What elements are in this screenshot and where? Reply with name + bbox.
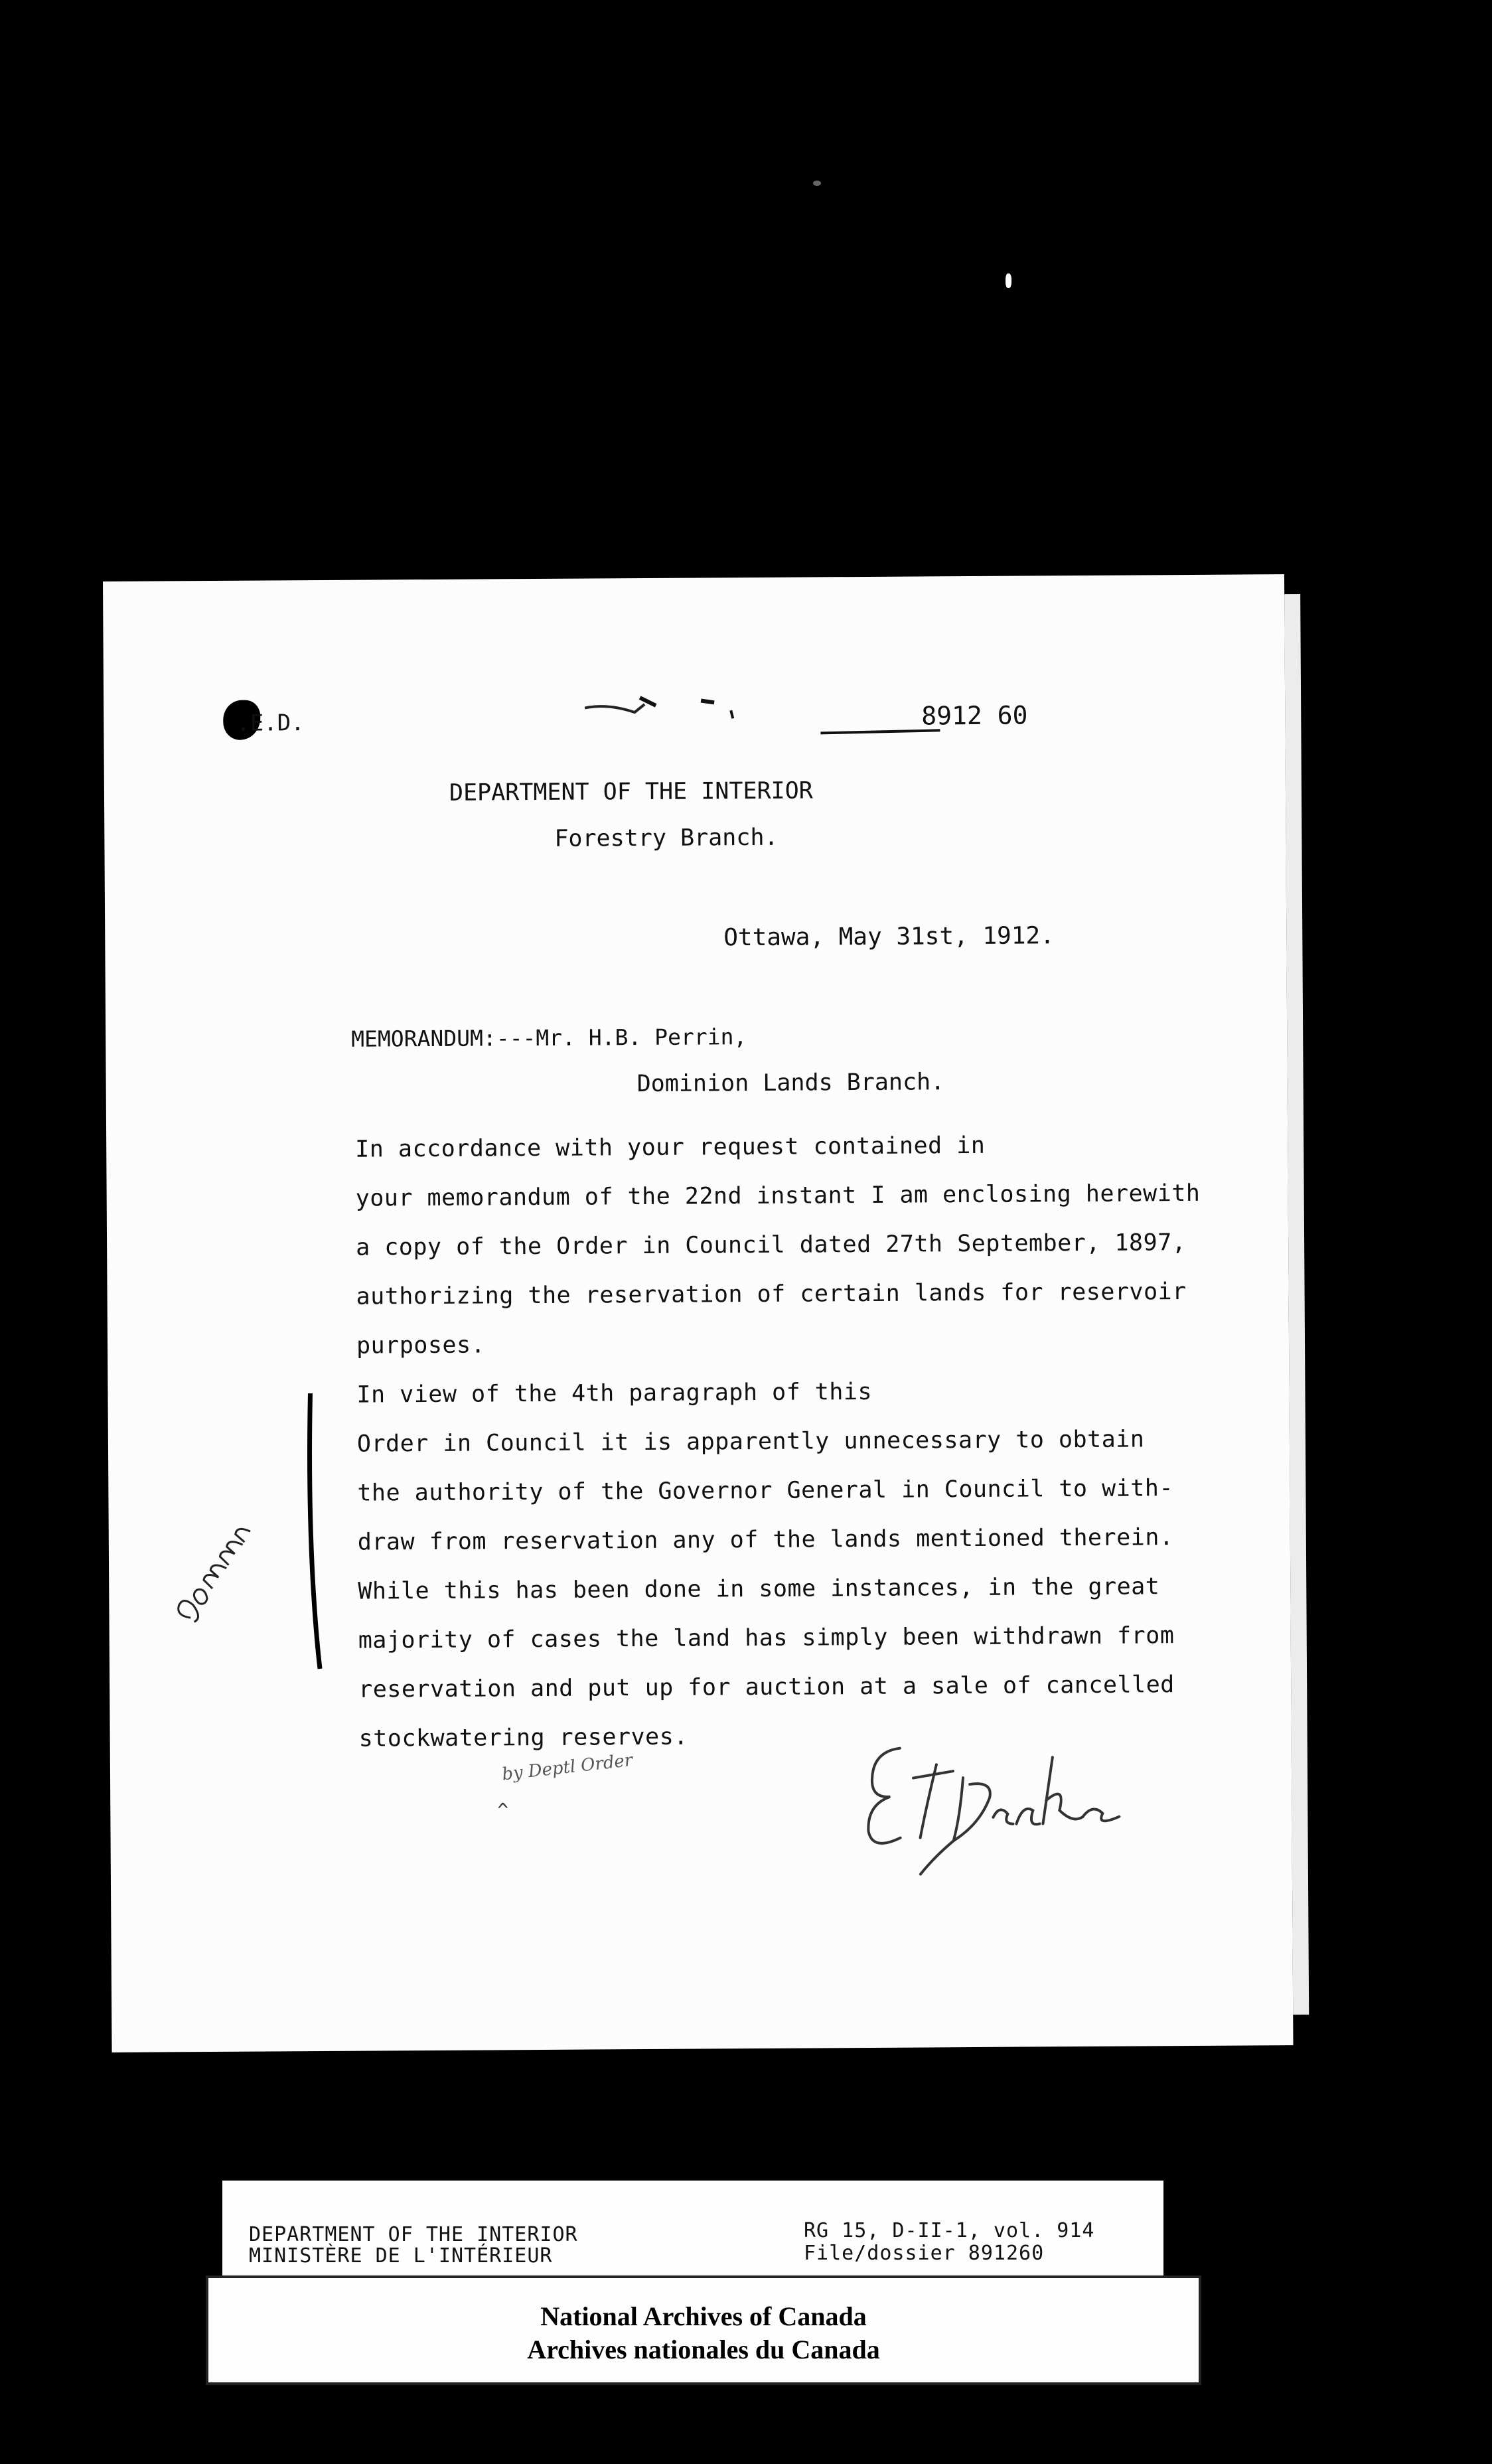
department-english: DEPARTMENT OF THE INTERIOR: [249, 2223, 578, 2246]
body-line: draw from reservation any of the lands mentioned therein.: [357, 1524, 1174, 1556]
insertion-caret: ^: [497, 1799, 509, 1821]
body-line: a copy of the Order in Council dated 27th September, 1897,: [356, 1229, 1187, 1261]
memo-page: [103, 574, 1294, 2052]
handwritten-margin-note: [148, 1483, 308, 1643]
date-line: Ottawa, May 31st, 1912.: [723, 922, 1055, 952]
body-line: the authority of the Governor General in Council to with-: [357, 1475, 1174, 1507]
body-line: While this has been done in some instances, in the great: [358, 1573, 1160, 1605]
body-line: In view of the 4th paragraph of this: [356, 1378, 873, 1409]
body-line: stockwatering reserves.: [358, 1723, 688, 1752]
body-line: majority of cases the land has simply been withdrawn from: [358, 1622, 1175, 1654]
archive-banner: [206, 2275, 1201, 2385]
signature: [854, 1724, 1133, 1879]
archive-name-french: Archives nationales du Canada: [527, 2335, 880, 2364]
body-line: reservation and put up for auction at a sale of cancelled: [358, 1671, 1175, 1703]
code-initials: .E.D.: [236, 710, 305, 737]
department-title: DEPARTMENT OF THE INTERIOR: [449, 777, 813, 807]
addressee-branch: Dominion Lands Branch.: [636, 1069, 945, 1098]
body-line: your memorandum of the 22nd instant I am enclosing herewith: [355, 1180, 1201, 1212]
memorandum-line: MEMORANDUM:---Mr. H.B. Perrin,: [351, 1024, 747, 1052]
archive-reference-label: [222, 2181, 1163, 2280]
scan-speck: [813, 181, 821, 186]
body-line: authorizing the reservation of certain lands for reservoir: [356, 1278, 1187, 1310]
department-french: MINISTÈRE DE L'INTÉRIEUR: [249, 2244, 553, 2268]
record-group-reference: RG 15, D-II-1, vol. 914: [804, 2219, 1095, 2242]
archive-name-english: National Archives of Canada: [540, 2301, 867, 2331]
file-number: 8912 60: [921, 700, 1028, 731]
pen-marks: [581, 669, 954, 751]
body-line: In accordance with your request contained in: [355, 1132, 986, 1163]
handwritten-interline-note: by Deptl Order: [500, 1750, 634, 1785]
scan-speck: [1006, 273, 1011, 288]
page-edge-shadow: [1284, 594, 1309, 2015]
body-line: purposes.: [356, 1332, 486, 1359]
branch-name: Forestry Branch.: [554, 824, 779, 852]
file-dossier-reference: File/dossier 891260: [804, 2242, 1045, 2265]
body-line: Order in Council it is apparently unnecessary to obtain: [356, 1426, 1145, 1458]
